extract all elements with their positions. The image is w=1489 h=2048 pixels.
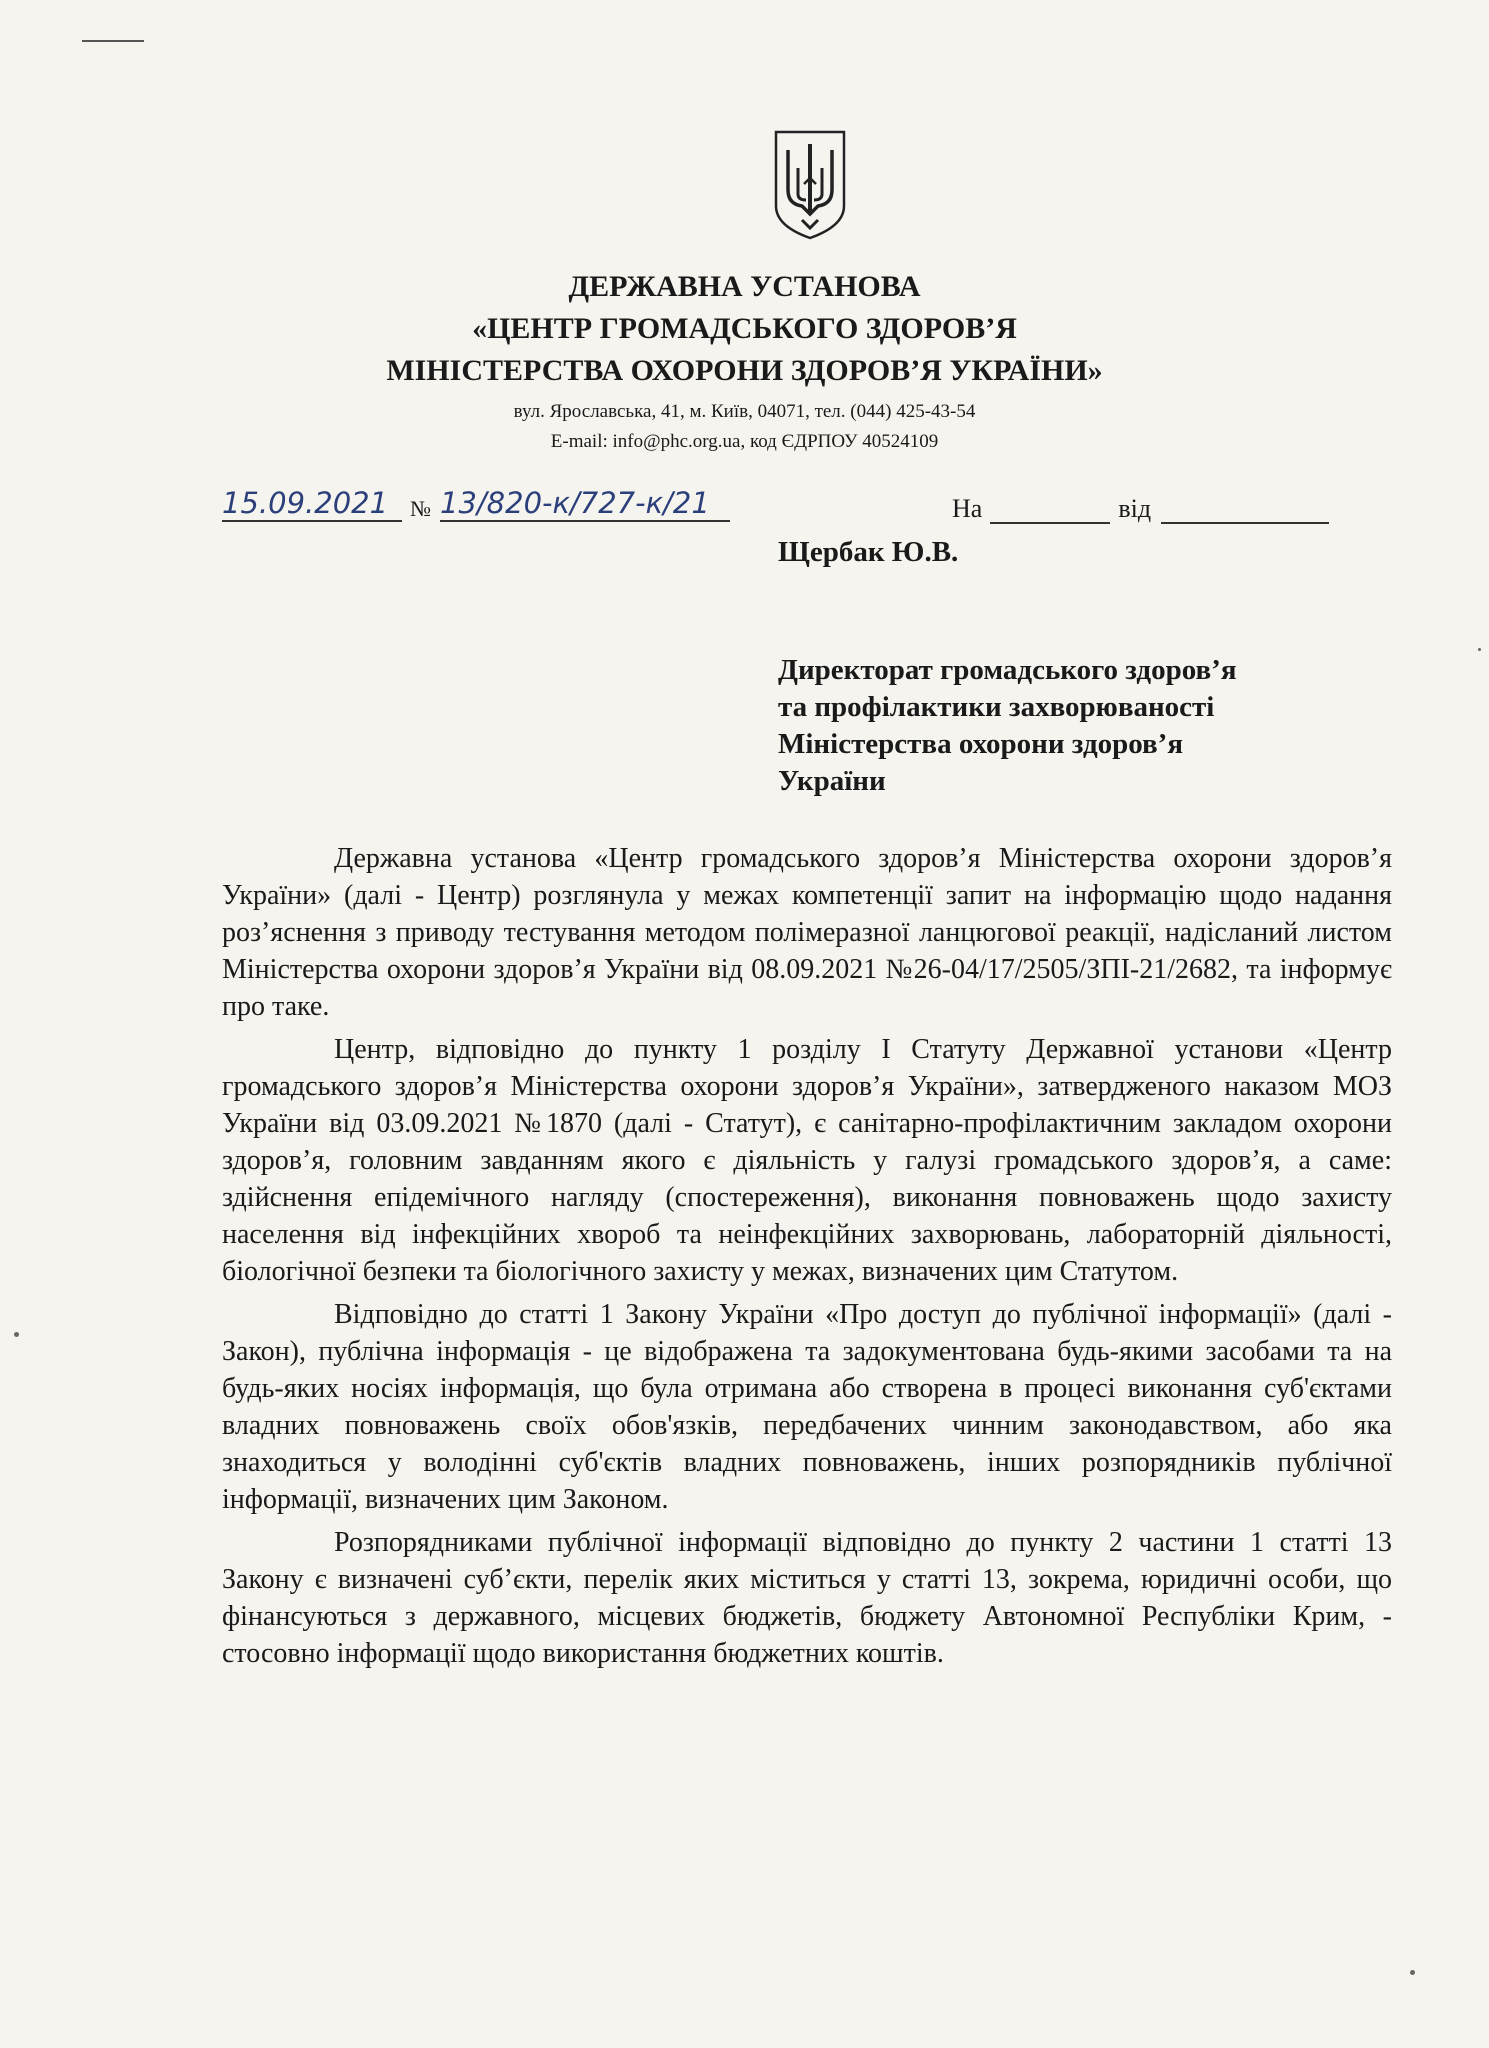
reference-number-blank [990, 522, 1110, 524]
header-line-2: «ЦЕНТР ГРОМАДСЬКОГО ЗДОРОВ’Я [472, 312, 1017, 345]
reference-na-label: На [952, 494, 983, 523]
registration-number: 13/820-к/727-к/21 [440, 486, 730, 522]
scan-speck [1410, 1970, 1415, 1975]
scan-corner-mark [82, 40, 144, 42]
addressee-department [778, 652, 1338, 800]
header-address: вул. Ярославська, 41, м. Київ, 04071, тел. (044) 425-43-54 [513, 401, 976, 422]
header-line-3: МІНІСТЕРСТВА ОХОРОНИ ЗДОРОВ’Я УКРАЇНИ» [386, 354, 1103, 387]
addressee-department-line: Директорат громадського здоров’я [778, 654, 1237, 686]
addressee-department-line: та профілактики захворюваності [778, 691, 1215, 723]
addressee-department-line: України [778, 765, 886, 797]
registration-number-label: № [410, 496, 431, 521]
scan-speck [14, 1332, 19, 1337]
reference-line [952, 494, 1329, 524]
scan-speck [1478, 648, 1481, 651]
letter-body [222, 840, 1392, 1678]
coat-of-arms-icon [772, 128, 848, 242]
addressee-department-line: Міністерства охорони здоров’я [778, 728, 1184, 760]
addressee-name: Щербак Ю.В. [778, 536, 959, 568]
registration-date: 15.09.2021 [222, 486, 402, 522]
header-line-1: ДЕРЖАВНА УСТАНОВА [568, 270, 921, 303]
body-paragraph: Центр, відповідно до пункту 1 розділу І Статуту Державної установи «Центр громадського здоров’я Міністерства охорони здоров’я України», затвердженого наказом МОЗ України від 03.09.2021 №1870 (далі - Статут), є санітарно-профілактичним закладом охорони здоров’я, головним завданням якого є діяльність у галузі громадського здоров’я, а саме: здійснення епідемічного нагляду (спостереження), виконання повноважень щодо захисту населення від інфекційних хвороб та неінфекційних захворювань, лабораторній діяльності, біологічної безпеки та біологічного захисту у межах, визначених цим Статутом. [222, 1034, 1392, 1287]
reference-vid-label: від [1118, 494, 1152, 523]
body-paragraph: Відповідно до статті 1 Закону України «Про доступ до публічної інформації» (далі - Закон), публічна інформація - це відображена та задокументована будь-якими засобами та на будь-яких носіях інформація, що була отримана або створена в процесі виконання суб'єктами владних повноважень своїх обов'язків, передбачених чинним законодавством, або яка знаходиться у володінні суб'єктів владних повноважень, інших розпорядників публічної інформації, визначених цим Законом. [222, 1299, 1392, 1515]
body-paragraph: Державна установа «Центр громадського здоров’я Міністерства охорони здоров’я України» (далі - Центр) розглянула у межах компетенції запит на інформацію щодо надання роз’яснення з приводу тестування методом полімеразної ланцюгової реакції, надісланий листом Міністерства охорони здоров’я України від 08.09.2021 №26-04/17/2505/ЗПІ-21/2682, та інформує про таке. [222, 843, 1392, 1022]
header-contacts: E-mail: info@phc.org.ua, код ЄДРПОУ 40524109 [550, 431, 939, 452]
body-paragraph: Розпорядниками публічної інформації відповідно до пункту 2 частини 1 статті 13 Закону є визначені суб’єкти, перелік яких міститься у статті 13, зокрема, юридичні особи, що фінансуються з державного, місцевих бюджетів, бюджету Автономної Республіки Крим, - стосовно інформації щодо використання бюджетних коштів. [222, 1527, 1392, 1669]
reference-date-blank [1161, 522, 1329, 524]
